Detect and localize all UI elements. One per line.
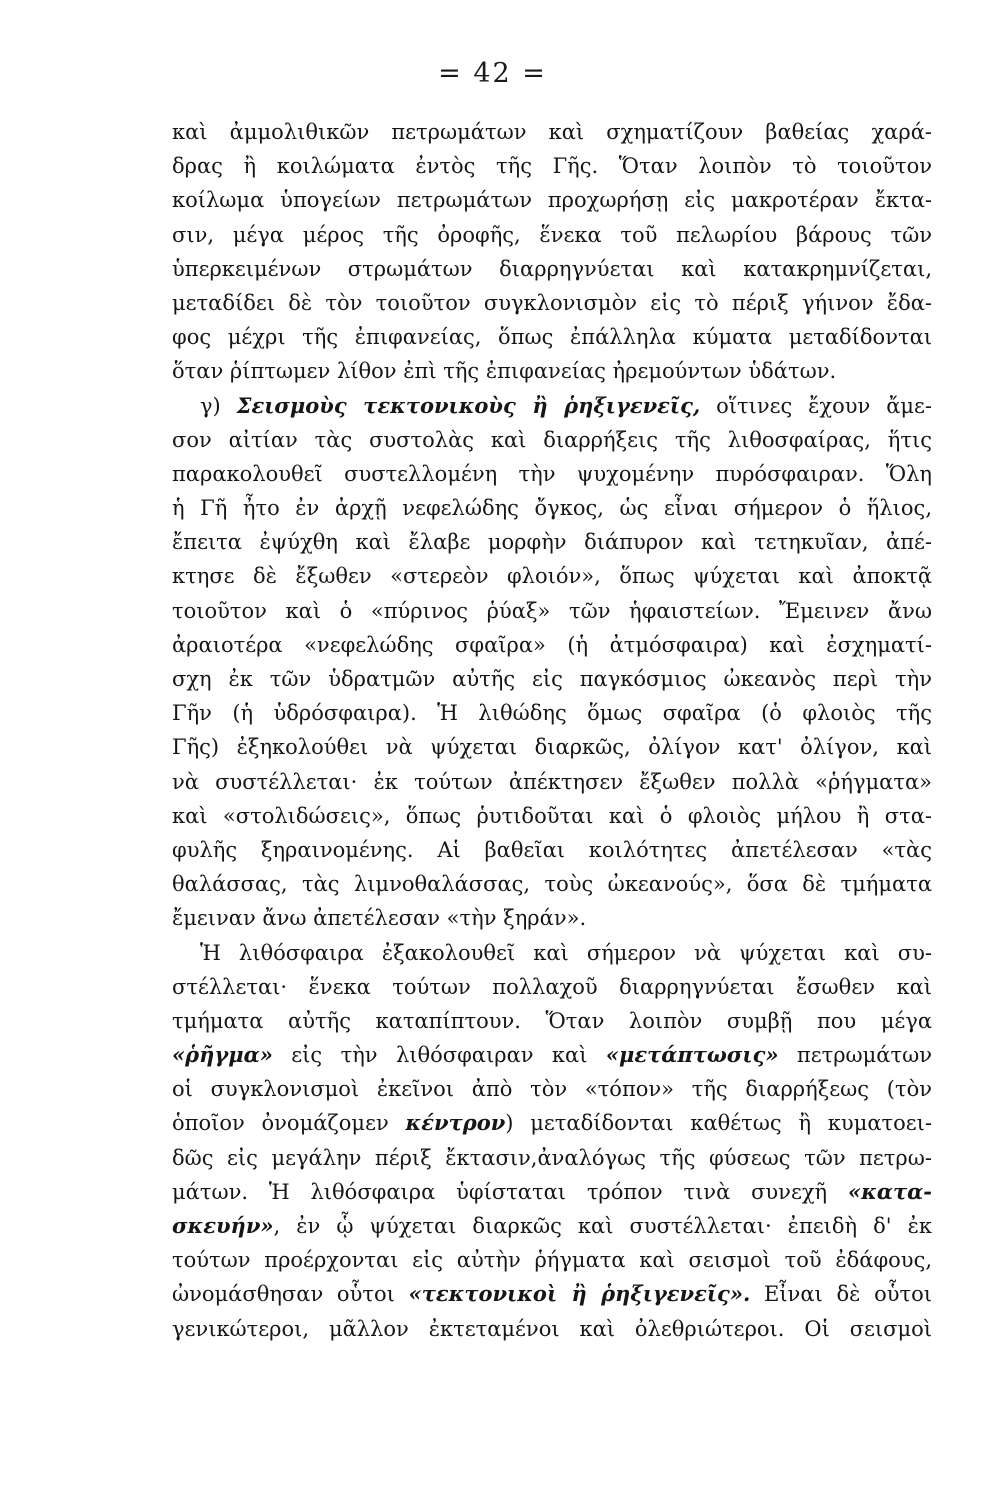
text-line: νὰ συστέλλεται· ἐκ τούτων ἀπέκτησεν ἔξωθεν πολλὰ «ῥήγματα» bbox=[172, 769, 932, 794]
emphasis-term: «ῥῆγμα» bbox=[172, 1042, 273, 1068]
text-line: δρας ἢ κοιλώματα ἐντὸς τῆς Γῆς. Ὅταν λοιπὸν τὸ τοιοῦτον bbox=[172, 154, 932, 179]
text-line: σιν, μέγα μέρος τῆς ὀροφῆς, ἕνεκα τοῦ πελωρίου βάρους τῶν bbox=[172, 222, 932, 247]
text-line: στέλλεται· ἕνεκα τούτων πολλαχοῦ διαρρηγνύεται ἔσωθεν καὶ bbox=[172, 974, 932, 999]
text-run: ) μεταδίδονται καθέτως ἢ κυματοει- bbox=[505, 1111, 932, 1136]
emphasis-term: «μετάπτωσις» bbox=[605, 1042, 779, 1068]
text-line bbox=[172, 1175, 932, 1209]
body-text bbox=[172, 115, 932, 1346]
emphasis-term: «κατα- bbox=[847, 1178, 932, 1204]
text-line bbox=[172, 389, 932, 423]
emphasis-term: Σεισμοὺς τεκτονικοὺς ἢ ῥηξιγενεῖς, bbox=[236, 392, 701, 418]
text-run: ὠνομάσθησαν οὗτοι bbox=[172, 1282, 409, 1307]
text-run: οἵτινες ἔχουν ἄμε- bbox=[700, 393, 933, 418]
text-line: ἡ Γῆ ἦτο ἐν ἀρχῇ νεφελώδης ὄγκος, ὡς εἶναι σήμερον ὁ ἥλιος, bbox=[172, 496, 932, 521]
text-line: Ἡ λιθόσφαιρα ἐξακολουθεῖ καὶ σήμερον νὰ ψύχεται καὶ συ- bbox=[200, 940, 932, 965]
text-line: σον αἰτίαν τὰς συστολὰς καὶ διαρρήξεις τῆς λιθοσφαίρας, ἥτις bbox=[172, 427, 932, 452]
text-line: δῶς εἰς μεγάλην πέριξ ἔκτασιν,ἀναλόγως τῆς φύσεως τῶν πετρω- bbox=[172, 1145, 932, 1170]
text-line: τμήματα αὐτῆς καταπίπτουν. Ὅταν λοιπὸν συμβῇ που μέγα bbox=[172, 1008, 932, 1033]
text-line: τούτων προέρχονται εἰς αὐτὴν ῥήγματα καὶ σεισμοὶ τοῦ ἐδάφους, bbox=[172, 1248, 932, 1273]
text-line: Γῆν (ἡ ὑδρόσφαιρα). Ἡ λιθώδης ὅμως σφαῖρα (ὁ φλοιὸς τῆς bbox=[172, 701, 932, 726]
text-line bbox=[172, 1038, 932, 1072]
text-line: φυλῆς ξηραινομένης. Αἱ βαθεῖαι κοιλότητες ἀπετέλεσαν «τὰς bbox=[172, 837, 932, 862]
emphasis-term: σκευήν» bbox=[172, 1213, 274, 1238]
text-line: καὶ ἀμμολιθικῶν πετρωμάτων καὶ σχηματίζουν βαθείας χαρά- bbox=[172, 120, 932, 144]
text-line: κοίλωμα ὑπογείων πετρωμάτων προχωρήσῃ εἰς μακροτέραν ἔκτα- bbox=[172, 188, 932, 213]
text-line: κτησε δὲ ἔξωθεν «στερεὸν φλοιόν», ὅπως ψύχεται καὶ ἀποκτᾷ bbox=[172, 564, 932, 589]
text-line: φος μέχρι τῆς ἐπιφανείας, ὅπως ἐπάλληλα κύματα μεταδίδονται bbox=[172, 325, 932, 350]
text-run: εἰς τὴν λιθόσφαιραν καὶ bbox=[272, 1043, 606, 1068]
text-line: ὑπερκειμένων στρωμάτων διαρρηγνύεται καὶ κατακρημνίζεται, bbox=[172, 256, 932, 281]
text-run: , ἐν ᾧ ψύχεται διαρκῶς καὶ συστέλλεται· ἐπειδὴ δ' ἐκ bbox=[273, 1214, 932, 1238]
text-line: καὶ «στολιδώσεις», ὅπως ῥυτιδοῦται καὶ ὁ φλοιὸς μήλου ἢ στα- bbox=[172, 803, 932, 828]
text-line: γενικώτεροι, μᾶλλον ἐκτεταμένοι καὶ ὀλεθριώτεροι. Οἱ σεισμοὶ bbox=[172, 1316, 932, 1341]
text-line: ἔπειτα ἐψύχθη καὶ ἔλαβε μορφὴν διάπυρον καὶ τετηκυῖαν, ἀπέ- bbox=[172, 530, 932, 555]
text-run: Εἶναι δὲ οὗτοι bbox=[750, 1282, 932, 1307]
text-line: ὅταν ῥίπτωμεν λίθον ἐπὶ τῆς ἐπιφανείας ἠρεμούντων ὑδάτων. bbox=[172, 359, 837, 384]
text-line: μεταδίδει δὲ τὸν τοιοῦτον συγκλονισμὸν εἰς τὸ πέριξ γήινον ἔδα- bbox=[172, 290, 932, 315]
text-line: οἱ συγκλονισμοὶ ἐκεῖνοι ἀπὸ τὸν «τόπον» τῆς διαρρήξεως (τὸν bbox=[172, 1077, 932, 1102]
emphasis-term: «τεκτονικοὶ ἢ ῥηξιγενεῖς». bbox=[408, 1281, 751, 1307]
text-line bbox=[172, 1106, 932, 1140]
text-line: τοιοῦτον καὶ ὁ «πύρινος ῥύαξ» τῶν ἡφαιστείων. Ἔμεινεν ἄνω bbox=[172, 598, 932, 623]
text-run: ὁποῖον ὀνομάζομεν bbox=[172, 1111, 406, 1136]
text-line: ἔμειναν ἄνω ἀπετέλεσαν «τὴν ξηράν». bbox=[172, 906, 587, 931]
page-number: = 42 = bbox=[438, 58, 547, 89]
text-run: γ) bbox=[200, 393, 237, 418]
text-line: ἀραιοτέρα «νεφελώδης σφαῖρα» (ἡ ἀτμόσφαιρα) καὶ ἐσχηματί- bbox=[172, 632, 932, 657]
text-line bbox=[172, 1277, 932, 1311]
text-run: πετρωμάτων bbox=[778, 1043, 932, 1068]
text-line: σχη ἐκ τῶν ὑδρατμῶν αὐτῆς εἰς παγκόσμιος ὠκεανὸς περὶ τὴν bbox=[172, 667, 932, 691]
text-line: παρακολουθεῖ συστελλομένη τὴν ψυχομένην πυρόσφαιραν. Ὅλη bbox=[172, 461, 932, 486]
text-line bbox=[172, 1209, 932, 1243]
emphasis-term: κέντρον bbox=[405, 1110, 506, 1136]
text-run: μάτων. Ἡ λιθόσφαιρα ὑφίσταται τρόπον τινὰ συνεχῆ bbox=[172, 1179, 848, 1204]
text-line: θαλάσσας, τὰς λιμνοθαλάσσας, τοὺς ὠκεανούς», ὅσα δὲ τμήματα bbox=[172, 872, 932, 897]
text-line: Γῆς) ἐξηκολούθει νὰ ψύχεται διαρκῶς, ὀλίγον κατ' ὀλίγον, καὶ bbox=[172, 735, 932, 760]
